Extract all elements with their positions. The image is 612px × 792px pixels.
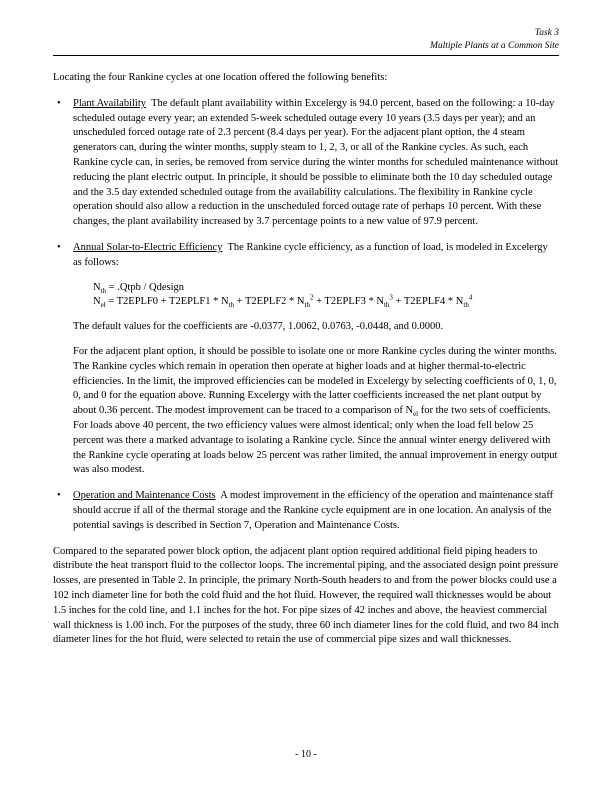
efficiency-title: Annual Solar-to-Electric Efficiency	[73, 241, 223, 253]
page-body	[53, 71, 559, 648]
efficiency-formulas	[73, 281, 559, 311]
coefficients-paragraph: The default values for the coefficients are -0.0377, 1.0062, 0.0763, -0.0448, and 0.0000.	[73, 321, 444, 333]
page-header	[430, 27, 559, 53]
availability-title: Plant Availability	[73, 97, 147, 109]
header-task: Task 3	[534, 28, 559, 38]
formula-nel: $N_{el}$ = T2EPLF0 + T2EPLF1 * $N_{th}$ + T2EPLF2 * $N_{th}^2$ + T2EPLF3 * $N_{th}^3$ + T2EPLF4 * $N_{th}^4$	[93, 293, 473, 310]
availability-text: The default plant availability within Excelergy is 94.0 percent, based on the following: a 10-day scheduled outage every year; an extended 5-week scheduled outage every 10 years (3.5 days per year); and an unscheduled forced outage rate of 2.3 percent (8.4 days per year). For the adjacent plant option, the 4 steam generators can, during the winter months, supply steam to 1, 2, 3, or all of the Rankine cycles. As such, each Rankine cycle can, in series, be removed from service during the winter months for scheduled maintenance without reducing the plant electric output. In principle, it should be possible to eliminate both the 10 day scheduled outage and the 3.5 day extended scheduled outage from the availability calculations. The flexibility in Rankine cycle operation should also allow a reduction in the unscheduled forced outage rate of perhaps 10 percent. With these changes, the plant availability increased by 3.7 percentage points to a new value of 97.9 percent.	[73, 97, 559, 228]
bullet-om-costs	[53, 489, 559, 533]
bullet-solar-efficiency	[53, 241, 559, 478]
adjacent-plant-efficiency-paragraph: For the adjacent plant option, it should be possible to isolate one or more Rankine cycles during the winter months. The Rankine cycles which remain in operation then operate at higher loads and at higher thermal-to-electric efficiencies. In the limit, the improved efficiencies can be modeled in Excelergy by selecting coefficients of 0, 1, 0, 0, and 0 for the equation above. Running Excelergy with the latter coefficients increased the net plant output by about 0.36 percent. The modest improvement can be traced to a comparison of $N_{el}$ for the two sets of coefficients. For loads above 40 percent, the two efficiency values were almost identical; only when the load fell below 25 percent was there a marked advantage to isolating a Rankine cycle. Since the annual winter energy delivered with the Rankine cycle operating at loads below 25 percent was rather limited, the annual improvement in energy output was also modest.	[73, 345, 558, 476]
efficiency-paragraph	[73, 241, 559, 271]
formula-nth: $N_{th}$ = .Qtpb / Qdesign	[93, 281, 185, 295]
availability-paragraph	[73, 97, 559, 230]
om-text: A modest improvement in the efficiency of the operation and maintenance staff should accrue if all of the thermal storage and the Rankine cycle equipment are in one location. An analysis of the potential savings is described in Section 7, Operation and Maintenance Costs.	[73, 490, 554, 531]
bullet-plant-availability	[53, 97, 559, 230]
page-number: - 10 -	[295, 749, 317, 760]
bullet-dot: •	[57, 490, 61, 502]
header-subtitle: Multiple Plants at a Common Site	[429, 41, 559, 51]
bullet-dot: •	[57, 97, 61, 109]
intro-paragraph: Locating the four Rankine cycles at one location offered the following benefits:	[53, 72, 388, 83]
om-paragraph	[73, 489, 559, 533]
bullet-dot: •	[57, 241, 61, 253]
om-title: Operation and Maintenance Costs	[73, 490, 216, 502]
efficiency-text: The Rankine cycle efficiency, as a function of load, is modeled in Excelergy as follows:	[73, 241, 548, 268]
closing-paragraph: Compared to the separated power block option, the adjacent plant option required additional field piping headers to distribute the heat transport fluid to the collector loops. The incremental piping, and the associated design point pressure losses, are presented in Table 2. In principle, the primary North-South headers to and from the power blocks could use a 102 inch diameter line for both the cold fluid and the hot fluid. However, the required wall thicknesses would be about 1.5 inches for the cold line, and 1.1 inches for the hot. For pipe sizes of 42 inches and above, the heaviest commercial wall thickness is 1.00 inch. For the purposes of the study, three 60 inch diameter lines for the cold fluid, and two 84 inch diameter lines for the hot fluid, were selected to retain the use of commercial pipe sizes and wall thicknesses.	[53, 545, 559, 646]
header-rule	[53, 55, 559, 56]
